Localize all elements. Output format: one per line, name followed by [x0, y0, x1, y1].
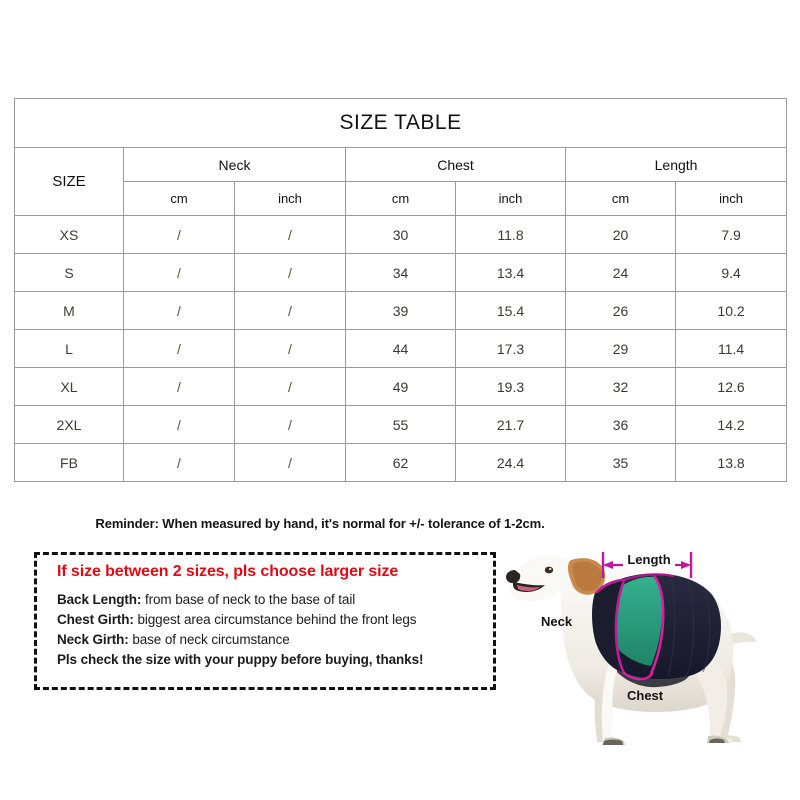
cell-chest-inch: 15.4 [456, 292, 566, 330]
cell-neck-cm: / [124, 216, 235, 254]
cell-chest-cm: 30 [346, 216, 456, 254]
neck-girth-definition [57, 632, 493, 647]
unit-header-chest-cm: cm [346, 182, 456, 216]
size-table [14, 98, 787, 482]
table-row [15, 330, 787, 368]
cell-neck-cm: / [124, 330, 235, 368]
column-group-length: Length [566, 148, 787, 182]
table-row [15, 292, 787, 330]
cell-length-cm: 32 [566, 368, 676, 406]
chest-girth-definition [57, 612, 493, 627]
cell-size: L [15, 330, 124, 368]
length-annotation-label: Length [627, 552, 671, 567]
cell-chest-inch: 13.4 [456, 254, 566, 292]
table-row [15, 444, 787, 482]
cell-neck-cm: / [124, 292, 235, 330]
column-group-chest: Chest [346, 148, 566, 182]
chest-girth-text: biggest area circumstance behind the front legs [133, 612, 417, 627]
cell-size: XL [15, 368, 124, 406]
column-group-neck: Neck [124, 148, 346, 182]
table-row [15, 254, 787, 292]
cell-length-inch: 14.2 [676, 406, 787, 444]
table-row [15, 406, 787, 444]
cell-length-inch: 9.4 [676, 254, 787, 292]
cell-neck-inch: / [235, 368, 346, 406]
cell-neck-inch: / [235, 292, 346, 330]
reminder-text: Reminder: When measured by hand, it's normal for +/- tolerance of 1-2cm. [95, 516, 545, 531]
cell-neck-cm: / [124, 444, 235, 482]
cell-length-inch: 12.6 [676, 368, 787, 406]
back-length-text: from base of neck to the base of tail [141, 592, 356, 607]
neck-annotation-label: Neck [541, 614, 573, 629]
column-header-size: SIZE [15, 148, 124, 216]
unit-header-length-inch: inch [676, 182, 787, 216]
measurement-guide-box [34, 552, 496, 690]
chest-girth-label: Chest Girth: [57, 612, 134, 627]
cell-length-cm: 24 [566, 254, 676, 292]
cell-chest-cm: 34 [346, 254, 456, 292]
cell-size: 2XL [15, 406, 124, 444]
closing-note: Pls check the size with your puppy before buying, thanks! [57, 652, 424, 667]
cell-length-inch: 11.4 [676, 330, 787, 368]
table-row [15, 216, 787, 254]
cell-neck-inch: / [235, 330, 346, 368]
back-length-label: Back Length: [57, 592, 142, 607]
dog-measurement-illustration [505, 530, 800, 760]
size-table-container [14, 98, 786, 482]
cell-chest-cm: 49 [346, 368, 456, 406]
size-advice-headline: If size between 2 sizes, pls choose larger size [57, 563, 399, 580]
cell-length-cm: 20 [566, 216, 676, 254]
cell-chest-inch: 17.3 [456, 330, 566, 368]
unit-header-neck-cm: cm [124, 182, 235, 216]
page-title: SIZE TABLE [15, 99, 787, 148]
cell-size: M [15, 292, 124, 330]
cell-length-inch: 7.9 [676, 216, 787, 254]
cell-chest-cm: 44 [346, 330, 456, 368]
cell-chest-inch: 24.4 [456, 444, 566, 482]
cell-length-cm: 36 [566, 406, 676, 444]
cell-neck-inch: / [235, 406, 346, 444]
unit-header-neck-inch: inch [235, 182, 346, 216]
cell-neck-inch: / [235, 444, 346, 482]
cell-chest-cm: 39 [346, 292, 456, 330]
cell-length-cm: 26 [566, 292, 676, 330]
table-title-row [15, 99, 787, 148]
cell-chest-inch: 19.3 [456, 368, 566, 406]
cell-chest-inch: 21.7 [456, 406, 566, 444]
cell-size: XS [15, 216, 124, 254]
unit-header-length-cm: cm [566, 182, 676, 216]
cell-length-cm: 29 [566, 330, 676, 368]
cell-size: FB [15, 444, 124, 482]
cell-neck-cm: / [124, 406, 235, 444]
cell-neck-inch: / [235, 216, 346, 254]
table-row [15, 368, 787, 406]
back-length-definition [57, 592, 493, 607]
neck-girth-label: Neck Girth: [57, 632, 129, 647]
cell-chest-inch: 11.8 [456, 216, 566, 254]
cell-chest-cm: 55 [346, 406, 456, 444]
cell-length-inch: 10.2 [676, 292, 787, 330]
cell-size: S [15, 254, 124, 292]
chest-annotation-label: Chest [627, 688, 664, 703]
cell-neck-cm: / [124, 254, 235, 292]
cell-neck-cm: / [124, 368, 235, 406]
table-unit-header-row [15, 182, 787, 216]
table-group-header-row [15, 148, 787, 182]
neck-girth-text: base of neck circumstance [128, 632, 290, 647]
cell-length-inch: 13.8 [676, 444, 787, 482]
unit-header-chest-inch: inch [456, 182, 566, 216]
cell-chest-cm: 62 [346, 444, 456, 482]
cell-length-cm: 35 [566, 444, 676, 482]
cell-neck-inch: / [235, 254, 346, 292]
